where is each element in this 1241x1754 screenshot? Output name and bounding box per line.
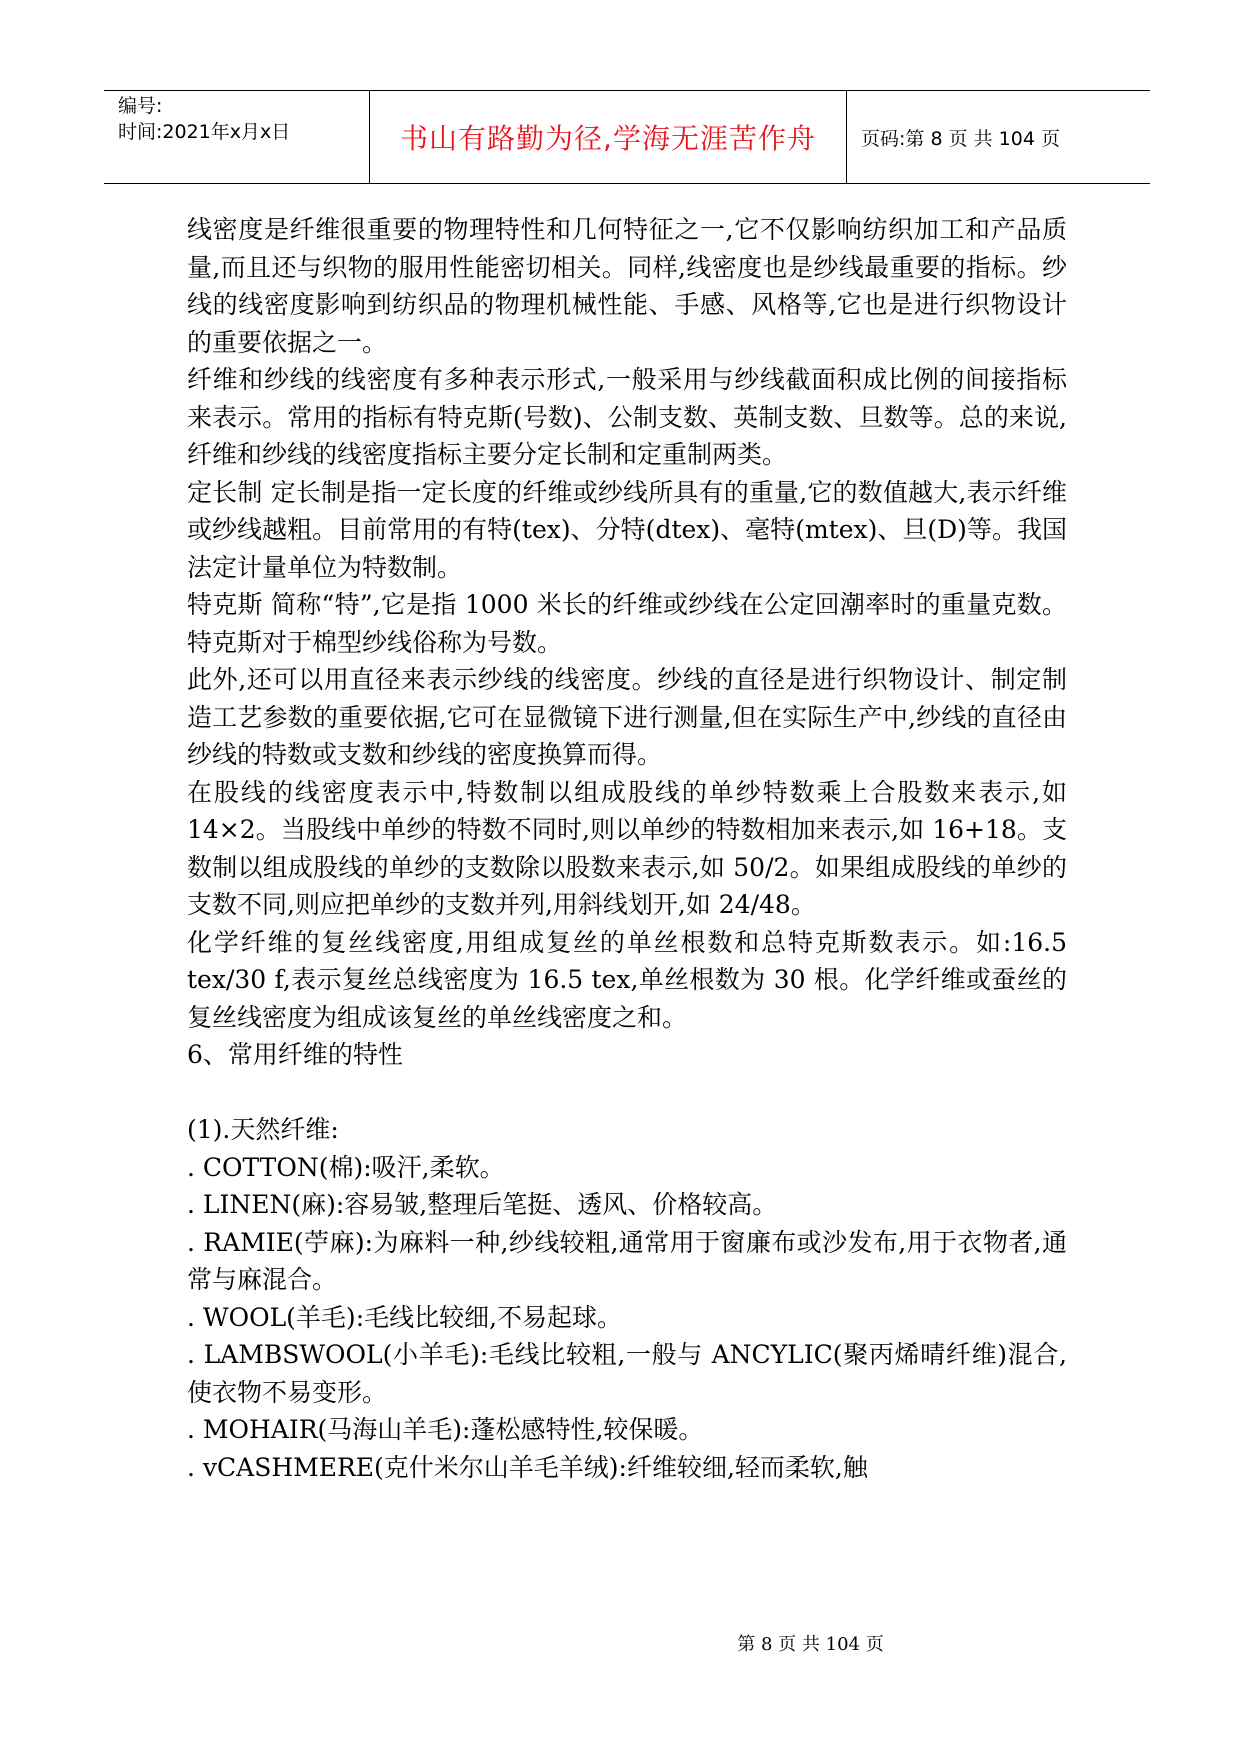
fiber-item: . LAMBSWOOL(小羊毛):毛线比较粗,一般与 ANCYLIC(聚丙烯晴纤维)混合,使衣物不易变形。 [187, 1340, 1067, 1407]
fiber-item: . COTTON(棉):吸汗,柔软。 [187, 1152, 505, 1182]
paragraph: 特克斯 简称“特”,它是指 1000 米长的纤维或纱线在公定回潮率时的重量克数。特克斯对于棉型纱线俗称为号数。 [187, 590, 1067, 657]
header-motto-cell [369, 91, 847, 183]
header-left-cell [104, 91, 369, 183]
page-footer: 第 8 页 共 104 页 [737, 1634, 884, 1655]
paragraph: 在股线的线密度表示中,特数制以组成股线的单纱特数乘上合股数来表示,如 14×2。当股线中单纱的特数不同时,则以单纱的特数相加来表示,如 16+18。支数制以组成股线的单纱的支数除以股数来表示,如 50/2。如果组成股线的单纱的支数不同,则应把单纱的支数并列,用斜线划开,如 24/48。 [187, 777, 1067, 919]
time-label: 时间:2021年x月x日 [118, 121, 291, 143]
fiber-item: . vCASHMERE(克什米尔山羊毛羊绒):纤维较细,轻而柔软,触 [187, 1452, 868, 1482]
motto-text: 书山有路勤为径,学海无涯苦作舟 [400, 122, 816, 155]
fiber-item: . RAMIE(苧麻):为麻料一种,纱线较粗,通常用于窗廉布或沙发布,用于衣物者,通常与麻混合。 [187, 1227, 1067, 1294]
header-page-cell [847, 91, 1150, 183]
number-label: 编号: [118, 95, 163, 117]
fiber-item: . WOOL(羊毛):毛线比较细,不易起球。 [187, 1302, 623, 1332]
page-header [104, 90, 1150, 184]
fiber-item: . LINEN(麻):容易皱,整理后笔挺、透风、价格较高。 [187, 1190, 778, 1219]
header-page-info: 页码:第 8 页 共 104 页 [861, 127, 1060, 150]
paragraph: 化学纤维的复丝线密度,用组成复丝的单丝根数和总特克斯数表示。如:16.5 tex/30 f,表示复丝总线密度为 16.5 tex,单丝根数为 30 根。化学纤维或蚕丝的复丝线密度为组成该复丝的单丝线密度之和。 [187, 927, 1067, 1032]
paragraph: 定长制 定长制是指一定长度的纤维或纱线所具有的重量,它的数值越大,表示纤维或纱线越粗。目前常用的有特(tex)、分特(dtex)、毫特(mtex)、旦(D)等。我国法定计量单位为特数制。 [187, 477, 1067, 582]
paragraph: 线密度是纤维很重要的物理特性和几何特征之一,它不仅影响纺织加工和产品质量,而且还与织物的服用性能密切相关。同样,线密度也是纱线最重要的指标。纱线的线密度影响到纺织品的物理机械性能、手感、风格等,它也是进行织物设计的重要依据之一。 [187, 215, 1067, 357]
section-heading: 6、常用纤维的特性 [187, 1040, 403, 1069]
subsection-heading: (1).天然纤维: [187, 1115, 339, 1144]
paragraph: 纤维和纱线的线密度有多种表示形式,一般采用与纱线截面积成比例的间接指标来表示。常用的指标有特克斯(号数)、公制支数、英制支数、旦数等。总的来说,纤维和纱线的线密度指标主要分定长制和定重制两类。 [187, 365, 1067, 469]
document-body [187, 211, 1067, 1486]
fiber-item: . MOHAIR(马海山羊毛):蓬松感特性,较保暖。 [187, 1415, 704, 1444]
paragraph: 此外,还可以用直径来表示纱线的线密度。纱线的直径是进行织物设计、制定制造工艺参数的重要依据,它可在显微镜下进行测量,但在实际生产中,纱线的直径由纱线的特数或支数和纱线的密度换算而得。 [187, 665, 1067, 769]
